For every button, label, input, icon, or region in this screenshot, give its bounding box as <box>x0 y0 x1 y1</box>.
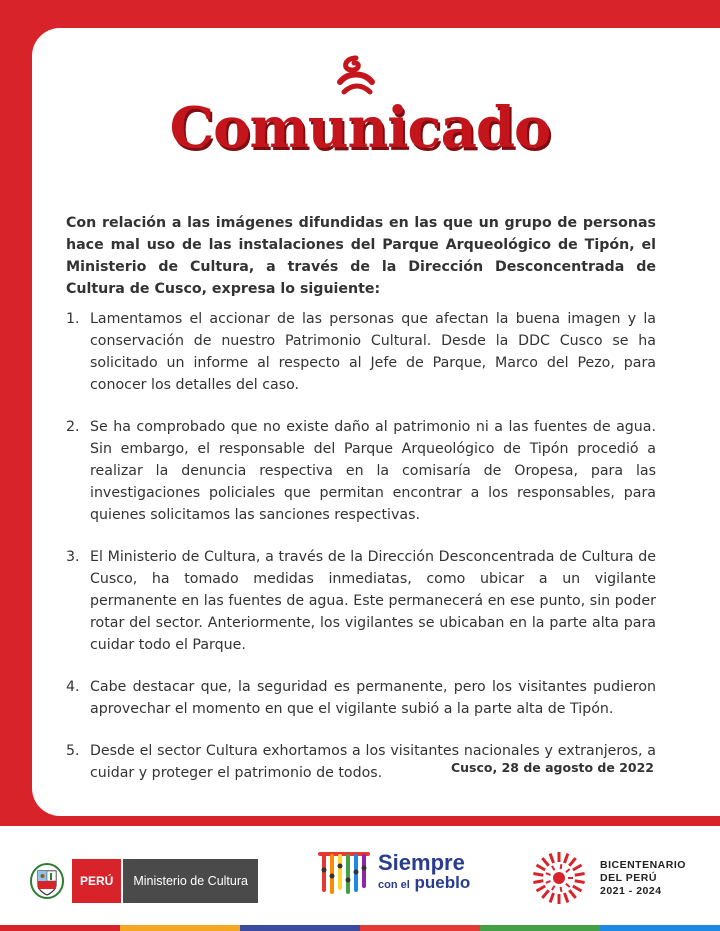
ministry-logo <box>28 858 258 904</box>
slogan-line2: pueblo <box>414 873 471 892</box>
color-stripes <box>0 925 720 931</box>
bicentenario-logo <box>528 850 686 906</box>
slogan-line1: Siempre <box>378 850 465 875</box>
list-item <box>66 676 656 720</box>
bicentenario-line2: DEL PERÚ <box>600 871 657 884</box>
list-item <box>66 416 656 526</box>
list-item-number: 4. <box>66 679 80 695</box>
swirl-logo-icon <box>330 52 382 98</box>
peru-label: PERÚ <box>72 859 121 903</box>
list-item <box>66 308 656 396</box>
list-item-number: 1. <box>66 311 80 327</box>
peru-shield-icon <box>28 861 66 901</box>
list-item-number: 2. <box>66 419 80 435</box>
list-item-text: Cabe destacar que, la seguridad es permanente, pero los visitantes pudieron aprovechar el momento en que el vigilante subió a la parte alta de Tipón. <box>90 679 656 717</box>
ministry-label: Ministerio de Cultura <box>121 859 258 903</box>
list-item-text: Lamentamos el accionar de las personas que afectan la buena imagen y la conservación de nuestro Patrimonio Cultural. Desde la DDC Cusco se ha solicitado un informe al respecto al Jefe de Parque, Marco del Pezo, para conocer los detalles del caso. <box>90 311 656 393</box>
list-item-text: Se ha comprobado que no existe daño al patrimonio ni a las fuentes de agua. Sin embargo, el responsable del Parque Arqueológico de Tipón procedió a realizar la denuncia respectiva en la comisaría de Oropesa, para las investigaciones policiales que permitan encontrar a los responsables, para quienes solicitamos las sanciones respectivas. <box>90 419 656 523</box>
bicentenario-line3: 2021 - 2024 <box>600 884 662 897</box>
list-item-number: 5. <box>66 743 80 759</box>
list-item <box>66 546 656 656</box>
statement-list <box>66 308 656 804</box>
bicentenario-sun-icon <box>528 850 590 906</box>
list-item-text: El Ministerio de Cultura, a través de la Dirección Desconcentrada de Cultura de Cusco, ha tomado medidas inmediatas, como ubicar a un vigilante permanente en las fuentes de agua. Este permanecerá en ese punto, sin poder rotar del sector. Anteriormente, los vigilantes se ubicaban en la parte alta para cuidar todo el Parque. <box>90 549 656 653</box>
footer <box>0 826 720 931</box>
slogan-logo <box>316 850 470 896</box>
page-title: Comunicado <box>169 95 551 161</box>
list-item-number: 3. <box>66 549 80 565</box>
intro-paragraph: Con relación a las imágenes difundidas en las que un grupo de personas hace mal uso de las instalaciones del Parque Arqueológico de Tipón, el Ministerio de Cultura, a través de la Dirección Desconcentrada de Cultura de Cusco, expresa lo siguiente: <box>66 215 656 297</box>
knots-icon <box>316 850 372 896</box>
bicentenario-line1: BICENTENARIO <box>600 858 686 871</box>
slogan-line2-small: con el <box>378 879 410 891</box>
list-item-text: Desde el sector Cultura exhortamos a los visitantes nacionales y extranjeros, a cuidar y proteger el patrimonio de todos. <box>90 743 656 781</box>
date-signature: Cusco, 28 de agosto de 2022 <box>450 760 654 775</box>
